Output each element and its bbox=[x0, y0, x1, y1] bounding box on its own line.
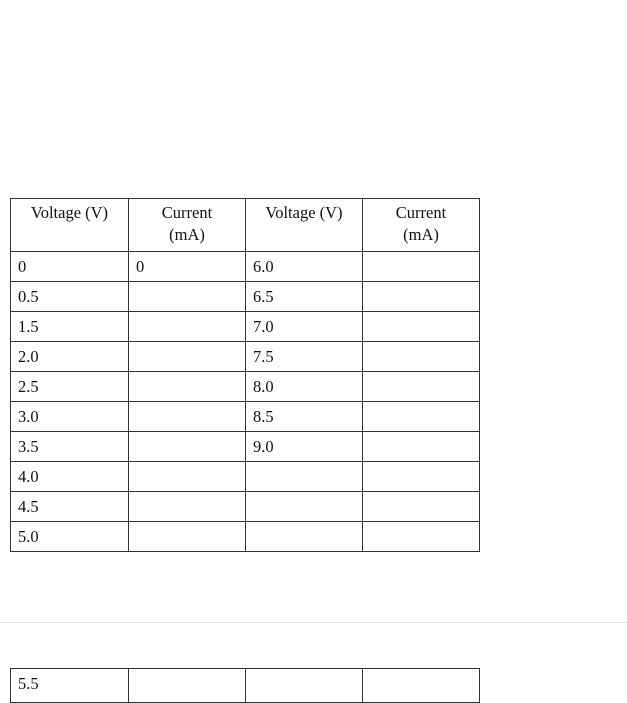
table-cell[interactable] bbox=[363, 669, 480, 703]
table-cell: 8.0 bbox=[246, 372, 363, 402]
table-cell[interactable] bbox=[129, 402, 246, 432]
table-row bbox=[11, 252, 480, 282]
table-cell: 5.5 bbox=[11, 669, 129, 703]
table-cell: 7.0 bbox=[246, 312, 363, 342]
table-row bbox=[11, 669, 480, 703]
table-cell[interactable] bbox=[363, 492, 480, 522]
table-cell: 3.0 bbox=[11, 402, 129, 432]
table-cell[interactable] bbox=[363, 312, 480, 342]
table-cell[interactable] bbox=[129, 372, 246, 402]
table-cell: 0.5 bbox=[11, 282, 129, 312]
table-cell[interactable] bbox=[246, 669, 363, 703]
table-row bbox=[11, 312, 480, 342]
header-voltage-1: Voltage (V) bbox=[11, 199, 129, 252]
table-row bbox=[11, 402, 480, 432]
table-cell[interactable] bbox=[363, 432, 480, 462]
table-header-row bbox=[11, 199, 480, 252]
table-cell: 7.5 bbox=[246, 342, 363, 372]
table-cell: 2.5 bbox=[11, 372, 129, 402]
table-cell: 6.0 bbox=[246, 252, 363, 282]
table-cell[interactable] bbox=[129, 669, 246, 703]
header-current-2: Current (mA) bbox=[363, 199, 480, 252]
table-cell[interactable] bbox=[129, 312, 246, 342]
table-row bbox=[11, 342, 480, 372]
table-cell[interactable] bbox=[363, 462, 480, 492]
table-cell[interactable] bbox=[246, 522, 363, 552]
data-table bbox=[10, 198, 480, 552]
header-voltage-2: Voltage (V) bbox=[246, 199, 363, 252]
table-row bbox=[11, 432, 480, 462]
table-row bbox=[11, 522, 480, 552]
table-cell[interactable] bbox=[129, 492, 246, 522]
table-cell[interactable] bbox=[129, 282, 246, 312]
table-cell[interactable] bbox=[246, 462, 363, 492]
table-cell[interactable] bbox=[129, 432, 246, 462]
table-cell: 5.0 bbox=[11, 522, 129, 552]
table-row bbox=[11, 372, 480, 402]
table-cell[interactable] bbox=[363, 522, 480, 552]
table-row bbox=[11, 282, 480, 312]
table-cell: 8.5 bbox=[246, 402, 363, 432]
table-cell[interactable] bbox=[363, 402, 480, 432]
table-cell: 9.0 bbox=[246, 432, 363, 462]
table-cell: 3.5 bbox=[11, 432, 129, 462]
table-cell: 4.0 bbox=[11, 462, 129, 492]
table-cell[interactable] bbox=[363, 372, 480, 402]
table-cell[interactable] bbox=[363, 342, 480, 372]
table-cell: 0 bbox=[11, 252, 129, 282]
table-cell: 1.5 bbox=[11, 312, 129, 342]
table-cell[interactable] bbox=[129, 342, 246, 372]
table-cell: 2.0 bbox=[11, 342, 129, 372]
data-table-continuation bbox=[10, 668, 480, 703]
table-cell: 0 bbox=[129, 252, 246, 282]
table-row bbox=[11, 462, 480, 492]
table-cell[interactable] bbox=[129, 462, 246, 492]
table-cell: 6.5 bbox=[246, 282, 363, 312]
table-cell[interactable] bbox=[246, 492, 363, 522]
table-cell[interactable] bbox=[363, 252, 480, 282]
table-cell[interactable] bbox=[129, 522, 246, 552]
table-cell[interactable] bbox=[363, 282, 480, 312]
page-break-divider bbox=[0, 622, 627, 623]
table-cell: 4.5 bbox=[11, 492, 129, 522]
header-current-1: Current (mA) bbox=[129, 199, 246, 252]
table-row bbox=[11, 492, 480, 522]
